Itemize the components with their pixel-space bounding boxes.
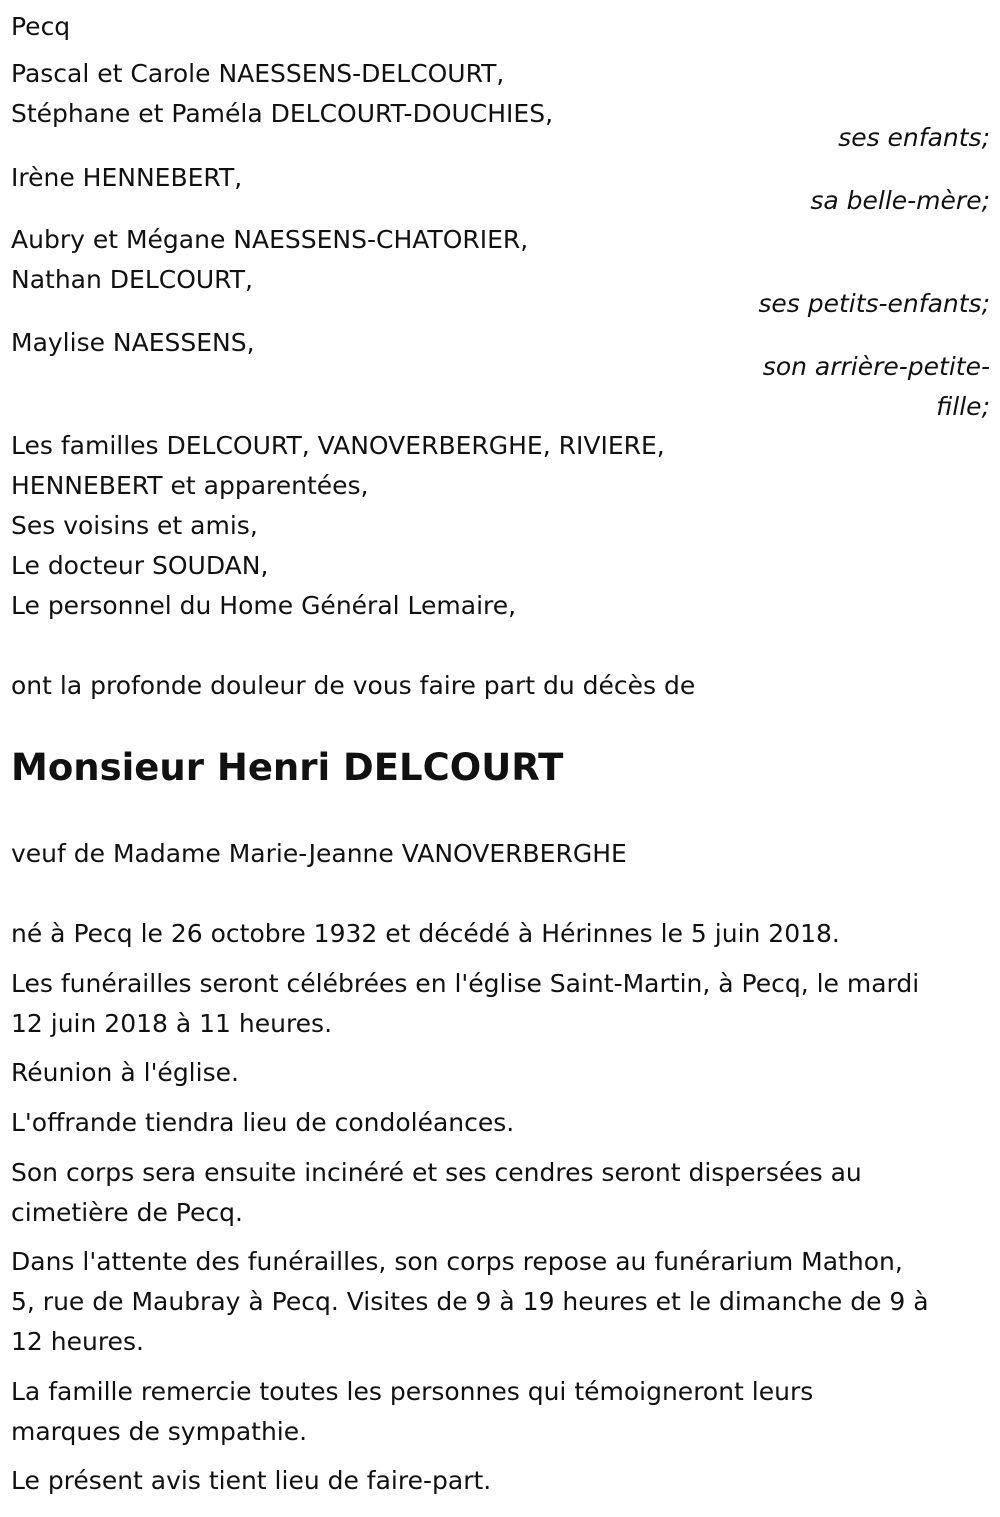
visitation-line-1: Dans l'attente des funérailles, son corps repose au funérarium Mathon, <box>11 1247 903 1276</box>
children-line-1: Pascal et Carole NAESSENS-DELCOURT, <box>11 59 505 88</box>
children-line-2: Stéphane et Paméla DELCOURT-DOUCHIES, <box>11 99 554 128</box>
great-granddaughter-role-1: son arrière-petite- <box>762 352 990 381</box>
great-granddaughter-role-2: fille; <box>936 392 990 421</box>
others-line-5: Le personnel du Home Général Lemaire, <box>11 591 517 620</box>
offering: L'offrande tiendra lieu de condoléances. <box>11 1108 515 1137</box>
announcement: ont la profonde douleur de vous faire part du décès de <box>11 671 696 700</box>
grandchildren-line-1: Aubry et Mégane NAESSENS-CHATORIER, <box>11 225 529 254</box>
others-line-1: Les familles DELCOURT, VANOVERBERGHE, RIVIERE, <box>11 431 665 460</box>
location: Pecq <box>11 12 71 41</box>
meeting: Réunion à l'église. <box>11 1058 239 1087</box>
great-granddaughter: Maylise NAESSENS, <box>11 328 255 357</box>
mother-in-law-role: sa belle-mère; <box>810 186 990 215</box>
others-line-3: Ses voisins et amis, <box>11 511 258 540</box>
deceased-name: Monsieur Henri DELCOURT <box>11 746 564 789</box>
grandchildren-line-2: Nathan DELCOURT, <box>11 265 253 294</box>
funeral-line-1: Les funérailles seront célébrées en l'église Saint-Martin, à Pecq, le mardi <box>11 969 920 998</box>
visitation-line-2: 5, rue de Maubray à Pecq. Visites de 9 à 19 heures et le dimanche de 9 à <box>11 1287 929 1316</box>
others-line-4: Le docteur SOUDAN, <box>11 551 269 580</box>
cremation-line-2: cimetière de Pecq. <box>11 1198 243 1227</box>
widower-of: veuf de Madame Marie-Jeanne VANOVERBERGHE <box>11 839 627 868</box>
thanks-line-1: La famille remercie toutes les personnes qui témoigneront leurs <box>11 1377 814 1406</box>
cremation-line-1: Son corps sera ensuite incinéré et ses cendres seront dispersées au <box>11 1158 862 1187</box>
children-role: ses enfants; <box>838 123 990 152</box>
thanks-line-2: marques de sympathie. <box>11 1417 308 1446</box>
mother-in-law: Irène HENNEBERT, <box>11 163 243 192</box>
notice: Le présent avis tient lieu de faire-part. <box>11 1466 492 1495</box>
visitation-line-3: 12 heures. <box>11 1327 144 1356</box>
grandchildren-role: ses petits-enfants; <box>758 289 990 318</box>
others-line-2: HENNEBERT et apparentées, <box>11 471 369 500</box>
funeral-line-2: 12 juin 2018 à 11 heures. <box>11 1009 333 1038</box>
birth-death: né à Pecq le 26 octobre 1932 et décédé à Hérinnes le 5 juin 2018. <box>11 919 840 948</box>
